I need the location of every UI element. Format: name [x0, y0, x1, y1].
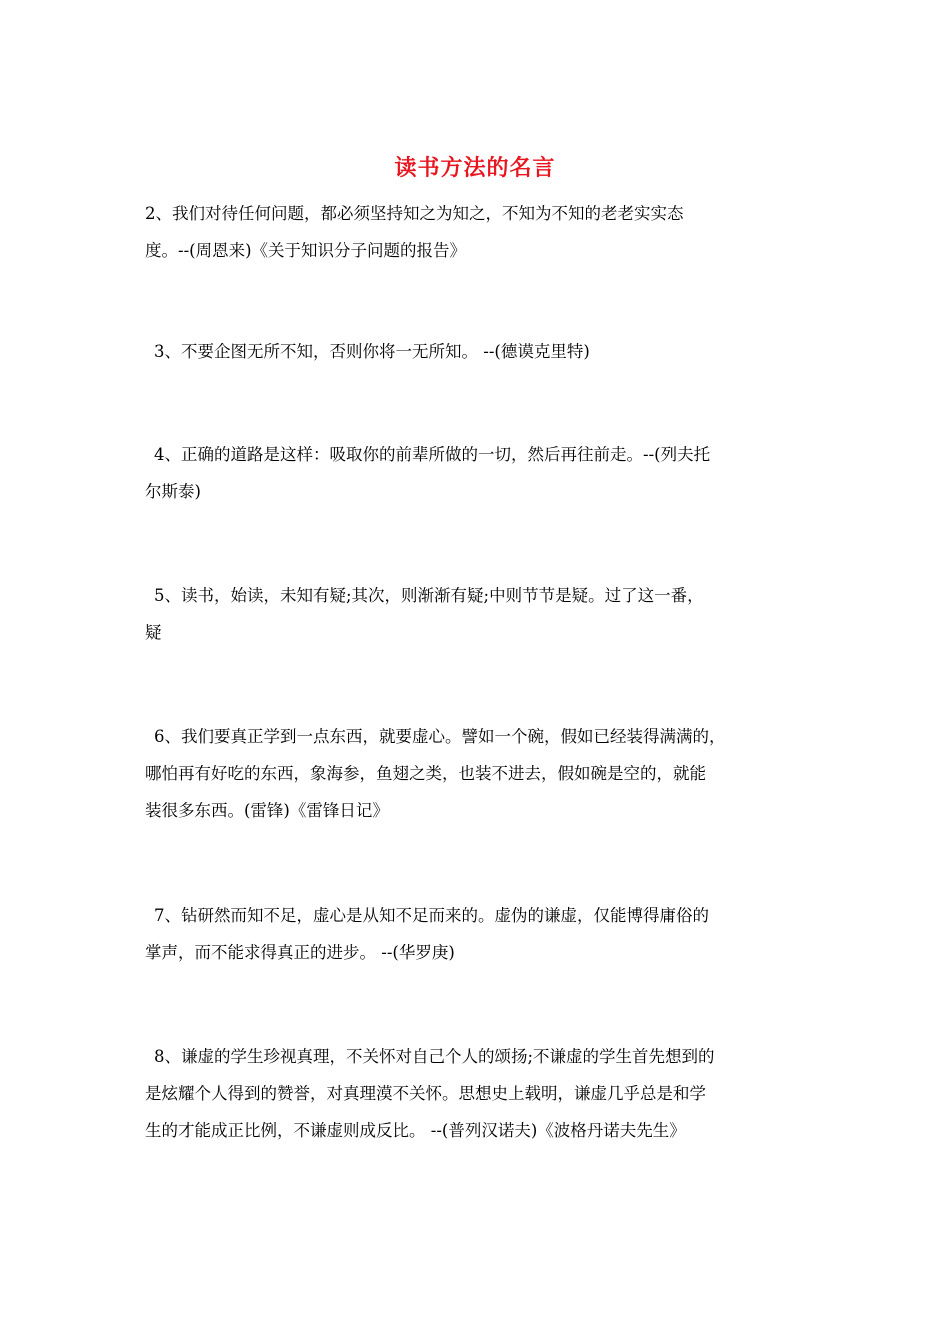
- quote-line: 是炫耀个人得到的赞誉，对真理漠不关怀。思想史上载明，谦虚几乎总是和学: [145, 1084, 706, 1103]
- quote-line: 2、我们对待任何问题，都必须坚持知之为知之，不知为不知的老老实实态: [145, 204, 684, 223]
- quote-paragraph-2: [145, 195, 815, 269]
- quote-paragraph-5: [145, 577, 815, 651]
- quote-line: 6、我们要真正学到一点东西，就要虚心。譬如一个碗，假如已经装得满满的，: [154, 727, 726, 746]
- quote-paragraph-6: [145, 718, 815, 829]
- quote-line: 哪怕再有好吃的东西，象海参，鱼翅之类，也装不进去，假如碗是空的，就能: [145, 764, 706, 783]
- quote-line: 7、钻研然而知不足，虚心是从知不足而来的。虚伪的谦虚，仅能博得庸俗的: [154, 906, 709, 925]
- quote-line: 8、谦虚的学生珍视真理，不关怀对自己个人的颂扬;不谦虚的学生首先想到的: [154, 1047, 715, 1066]
- quote-line: 装很多东西。(雷锋)《雷锋日记》: [145, 801, 389, 820]
- quote-line: 尔斯泰): [145, 482, 201, 501]
- quote-line: 4、正确的道路是这样：吸取你的前辈所做的一切，然后再往前走。--(列夫托: [154, 445, 711, 464]
- quote-paragraph-3: [145, 333, 815, 370]
- document-title: 读书方法的名言: [394, 155, 556, 181]
- quote-line: 疑: [145, 623, 162, 642]
- quote-line: 生的才能成正比例，不谦虚则成反比。 --(普列汉诺夫)《波格丹诺夫先生》: [145, 1121, 686, 1140]
- quote-paragraph-8: [145, 1038, 815, 1149]
- quote-line: 3、不要企图无所不知，否则你将一无所知。 --(德谟克里特): [154, 342, 590, 361]
- quote-line: 掌声，而不能求得真正的进步。 --(华罗庚): [145, 943, 455, 962]
- quote-line: 度。--(周恩来)《关于知识分子问题的报告》: [145, 241, 467, 260]
- quote-paragraph-4: [145, 436, 815, 510]
- quote-paragraph-7: [145, 897, 815, 971]
- quote-line: 5、读书，始读，未知有疑;其次，则渐渐有疑;中则节节是疑。过了这一番，: [154, 586, 704, 605]
